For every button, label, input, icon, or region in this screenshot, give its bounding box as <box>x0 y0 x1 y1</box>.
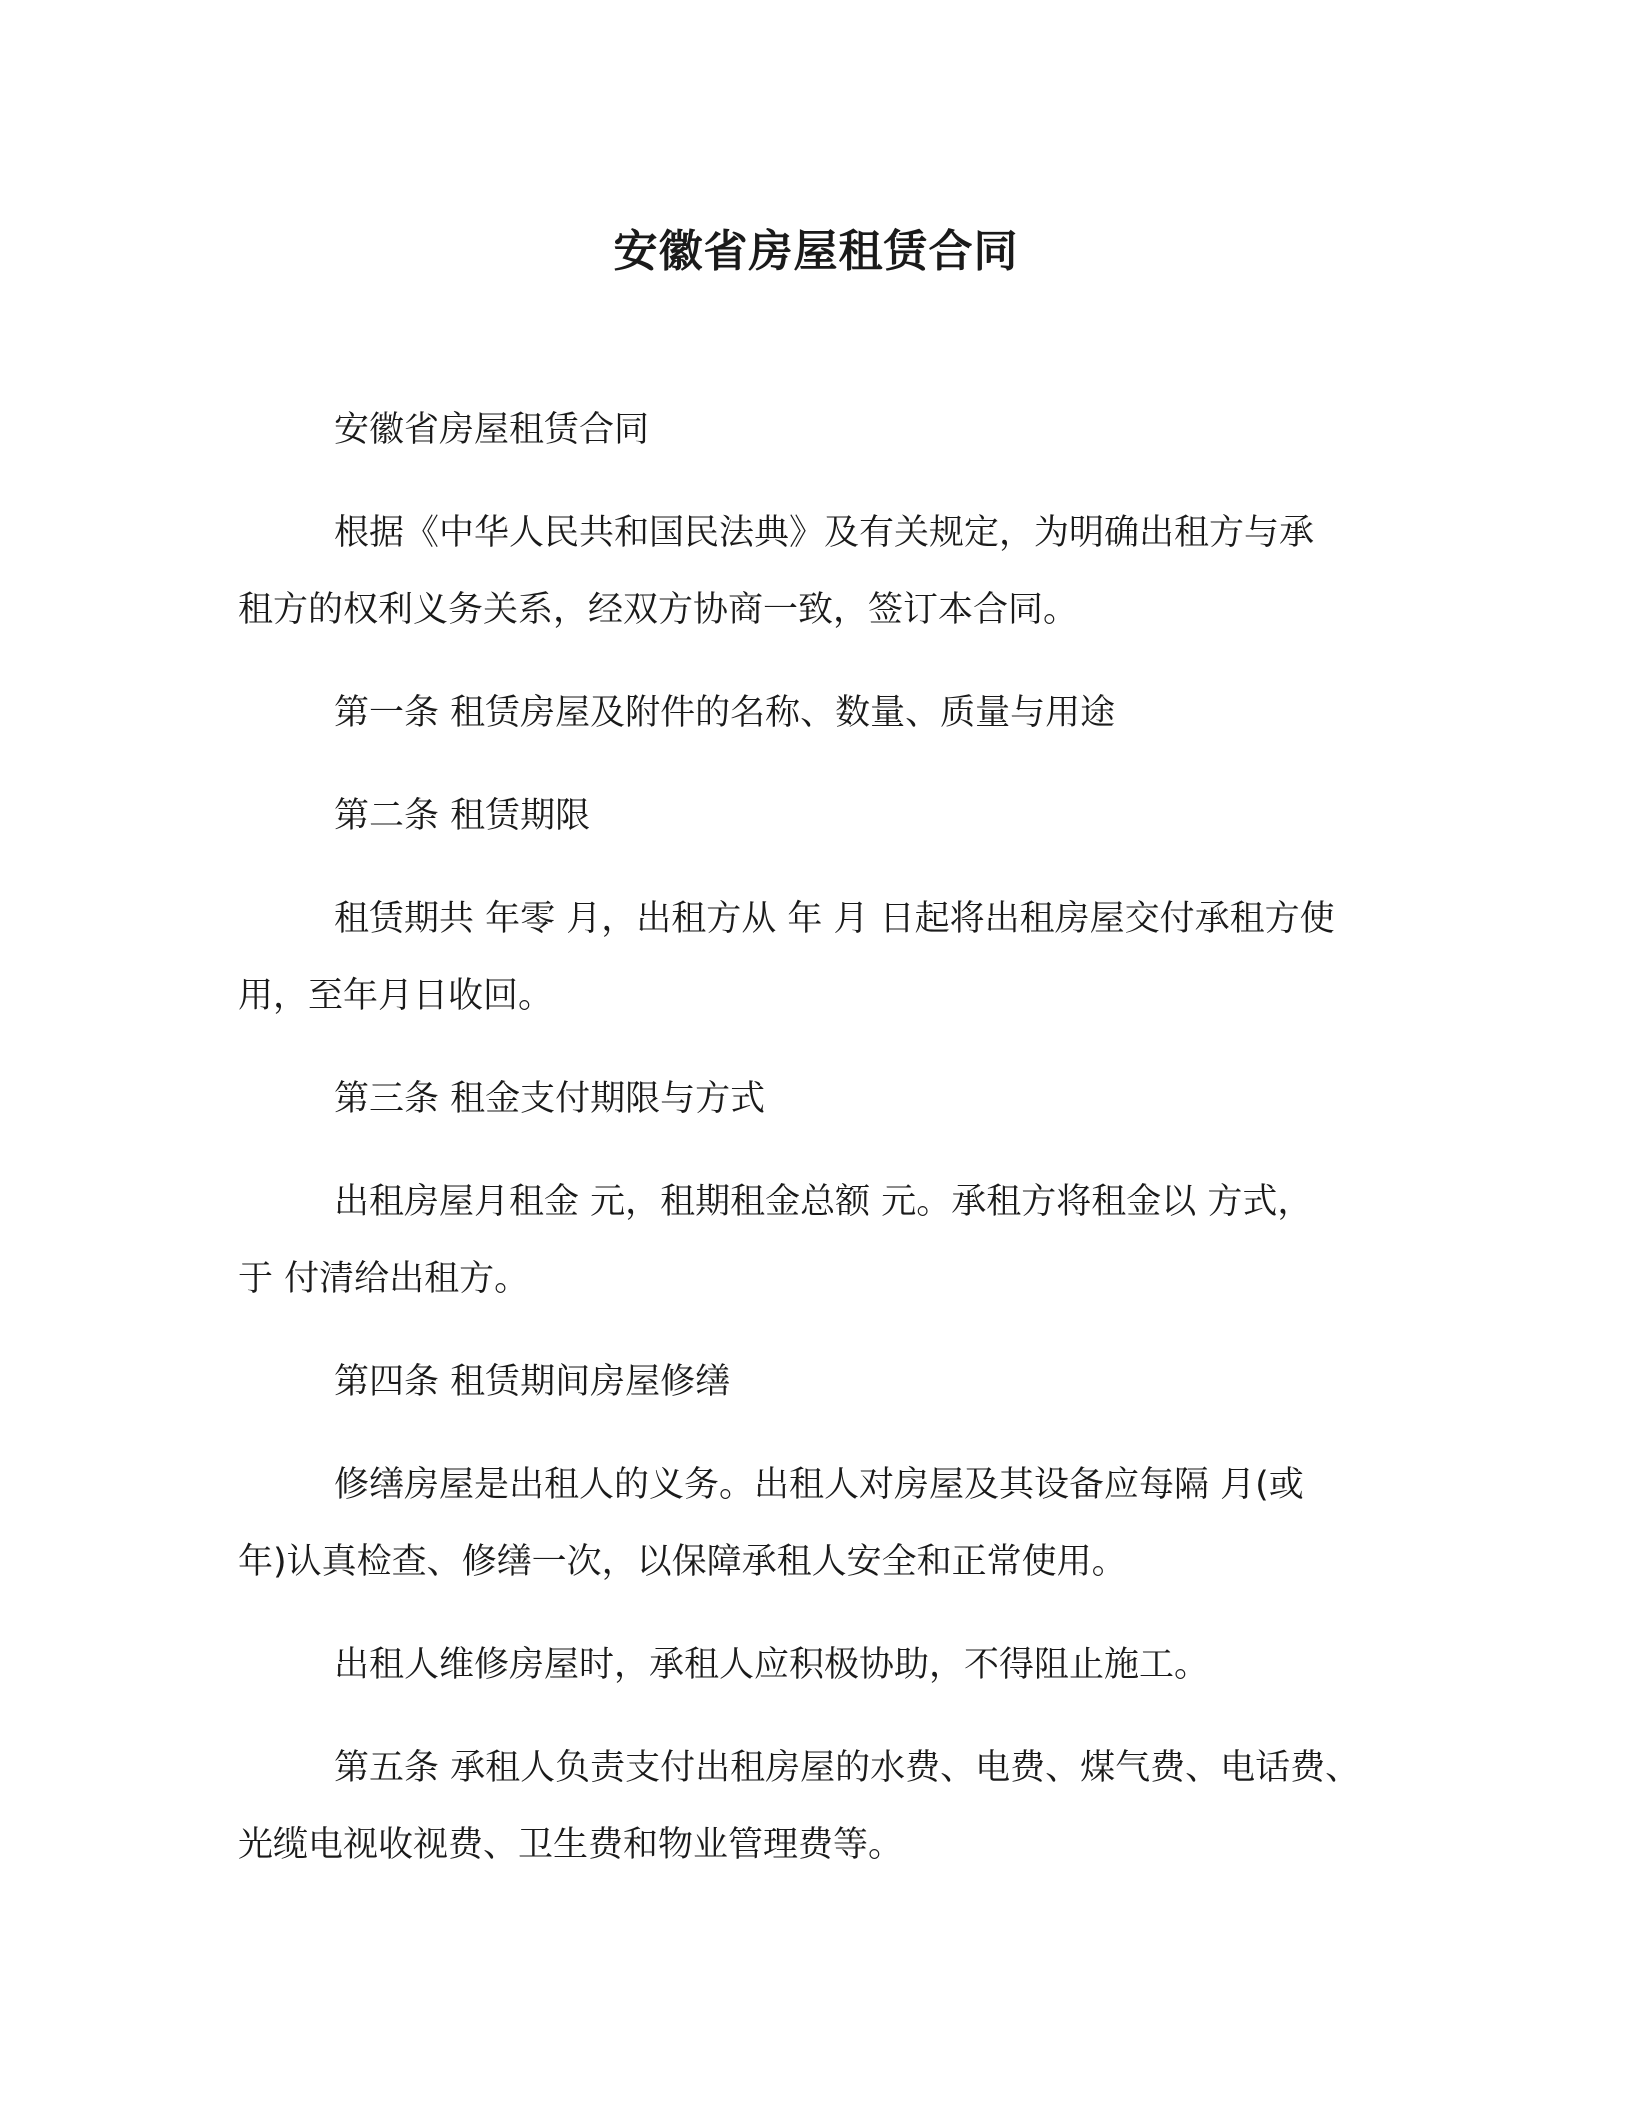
paragraph-line: 出租人维修房屋时，承租人应积极协助，不得阻止施工。 <box>334 1645 1210 1685</box>
paragraph-line: 光缆电视收视费、卫生费和物业管理费等。 <box>238 1825 904 1865</box>
paragraph-article-5 <box>238 1730 1398 1884</box>
document-body <box>238 392 1398 1910</box>
paragraph-line: 第四条 租赁期间房屋修缮 <box>334 1362 731 1402</box>
paragraph-article-2-heading <box>238 778 1398 855</box>
paragraph-line: 修缮房屋是出租人的义务。出租人对房屋及其设备应每隔 月(或 <box>334 1465 1304 1505</box>
paragraph-line: 用，至年月日收回。 <box>238 976 554 1016</box>
paragraph-article-4-body-2 <box>238 1627 1398 1704</box>
paragraph-subtitle <box>238 392 1398 469</box>
paragraph-line: 根据《中华人民共和国民法典》及有关规定，为明确出租方与承 <box>334 513 1315 553</box>
paragraph-article-4-body-1 <box>238 1447 1398 1601</box>
paragraph-article-2-body <box>238 881 1398 1035</box>
paragraph-line: 安徽省房屋租赁合同 <box>334 410 650 450</box>
paragraph-article-3-body <box>238 1164 1398 1318</box>
paragraph-line: 第二条 租赁期限 <box>334 796 591 836</box>
paragraph-article-4-heading <box>238 1344 1398 1421</box>
paragraph-line: 租方的权利义务关系，经双方协商一致，签订本合同。 <box>238 590 1079 630</box>
paragraph-line: 于 付清给出租方。 <box>238 1259 530 1299</box>
paragraph-line: 年)认真检查、修缮一次，以保障承租人安全和正常使用。 <box>238 1542 1127 1582</box>
document-title: 安徽省房屋租赁合同 <box>613 226 1019 277</box>
paragraph-line: 第一条 租赁房屋及附件的名称、数量、质量与用途 <box>334 693 1116 733</box>
paragraph-line: 出租房屋月租金 元，租期租金总额 元。承租方将租金以 方式， <box>334 1182 1313 1222</box>
paragraph-article-1-heading <box>238 675 1398 752</box>
paragraph-article-3-heading <box>238 1061 1398 1138</box>
paragraph-line: 租赁期共 年零 月，出租方从 年 月 日起将出租房屋交付承租方使 <box>334 899 1335 939</box>
paragraph-line: 第三条 租金支付期限与方式 <box>334 1079 766 1119</box>
paragraph-preamble <box>238 495 1398 649</box>
paragraph-line: 第五条 承租人负责支付出租房屋的水费、电费、煤气费、电话费、 <box>334 1748 1361 1788</box>
